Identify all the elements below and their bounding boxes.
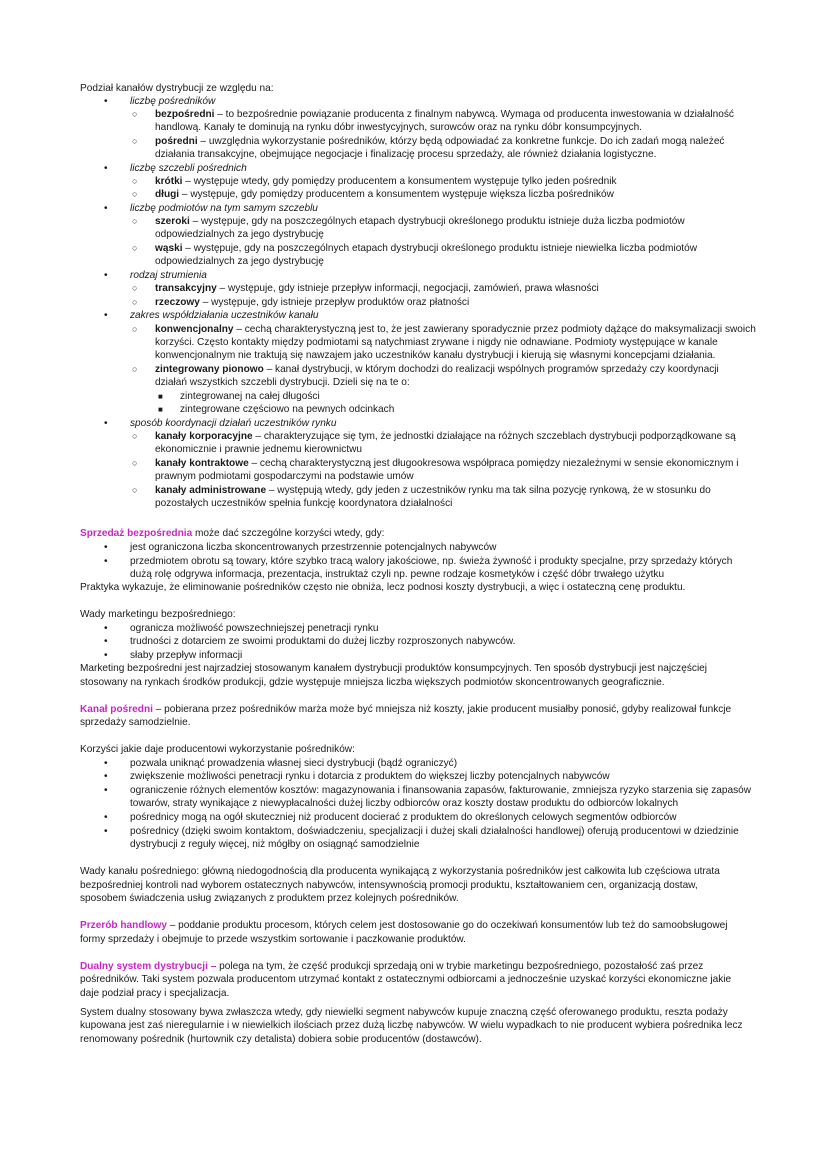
item-line: – cechą charakterystyczną jest to, że jest zawierany sporadycznie przez podmioty dążące do maksymalizacji swoich	[233, 324, 756, 335]
term: zintegrowany pionowo	[155, 364, 264, 375]
item-line: – uwzględnia wykorzystanie pośredników, którzy będą odpowiadać za konkretne funkcje. Do ich zadań mogą należeć	[197, 136, 725, 147]
item-line: – występuje, gdy na poszczególnych etapach dystrybucji określonego produktu istnieje duża liczba podmiotów	[189, 216, 685, 227]
page-heading: Podział kanałów dystrybucji ze względu na:	[80, 83, 274, 94]
item-line: – charakteryzujące się tym, że jednostki działające na różnych szczeblach dystrybucji podporządkowane są	[252, 431, 736, 442]
bullet-text: trudności z dotarciem ze swoimi produktami do dużej liczby rozproszonych nabywców.	[130, 636, 516, 647]
term: transakcyjny	[155, 283, 217, 294]
list-item	[155, 484, 711, 497]
term: kanały kontraktowe	[155, 458, 249, 469]
paragraph-line: sposobem świadczenia usług związanych z produktem przez kolejnych pośredników.	[80, 893, 459, 904]
item-line: korzyści. Często kontakty między podmiotami są natychmiast zrywane i nigdy nie odnawiane. Podmioty występujące w kanale	[155, 337, 718, 348]
square-bullet-icon: ■	[158, 392, 163, 401]
bullet-text: ograniczenie różnych elementów kosztów: magazynowania i finansowania zapasów, fakturowanie, zmniejsza ryzyko starzenia się zapasów	[130, 785, 752, 796]
item-line: – cechą charakterystyczną jest długookresowa współpraca pomiędzy niezależnymi w sensie ekonomicznym i	[248, 458, 739, 469]
paragraph-line: renomowany pośrednik (hurtownik czy detalista) dobiera sobie producentów (dostawców).	[80, 1034, 482, 1045]
list-item	[155, 296, 469, 309]
bullet-icon: •	[104, 785, 108, 796]
item-line: prawnym podmiotami gospodarczymi na podstawie umów	[155, 471, 414, 482]
item-line: odpowiedzialnych za jego dystrybucję	[155, 256, 324, 267]
list-item	[155, 430, 736, 443]
section-title: sposób koordynacji działań uczestników rynku	[130, 418, 337, 429]
list-item	[155, 363, 719, 376]
sub-item: zintegrowane częściowo na pewnych odcinkach	[180, 404, 395, 415]
term: pośredni	[155, 136, 198, 147]
item-line: – występują wtedy, gdy jeden z uczestników rynku ma tak silna pozycję rynkową, że w stosunku do	[266, 485, 711, 496]
item-line: handlową. Kanały te dominują na rynku dóbr inwestycyjnych, surowców oraz na rynku dóbr konsumpcyjnych.	[155, 122, 642, 133]
bullet-icon: •	[104, 556, 108, 567]
bullet-text: pośrednicy mogą na ogół skuteczniej niż producent docierać z produktem do określonych celowych segmentów odbiorców	[130, 812, 677, 823]
item-line: działań wszystkich szczebli dystrybucji. Dzieli się na te o:	[155, 377, 410, 388]
square-bullet-icon: ■	[158, 405, 163, 414]
indirect-intro	[80, 703, 731, 716]
paragraph-line: Marketing bezpośredni jest najrzadziej stosowanym kanałem dystrybucji produktów konsumpcyjnych. Ten sposób dystrybucji jest najczęściej	[80, 663, 708, 674]
paragraph-line: sprzedaży samodzielnie.	[80, 717, 191, 728]
list-item	[155, 108, 734, 121]
term: szeroki	[155, 216, 190, 227]
section-title: rodzaj strumienia	[130, 270, 207, 281]
paragraph-line: Wady kanału pośredniego: główną niedogodnością dla producenta wynikającą z wykorzystania pośredników jest całkowita lub częściowa utrata	[80, 866, 720, 877]
paragraph-line: kupowana jest zaś nieregularnie i w niewielkich ilościach przez dużą liczbę nabywców. W wielu wypadkach to nie producent wybiera pośrednika lecz	[80, 1020, 743, 1031]
bullet-text: przedmiotem obrotu są towary, które szybko tracą walory jakościowe, np. świeża żywność i produkty specjalne, przy sprzedaży których	[130, 556, 733, 567]
circle-bullet-icon: ○	[132, 136, 138, 146]
item-line: – występuje, gdy pomiędzy producentem a konsumentem występuje większa liczba pośredników	[179, 189, 614, 200]
bullet-text: słaby przepływ informacji	[130, 650, 243, 661]
bullet-text: dystrybucji z reguły więcej, niż mógłby on osiągnąć samodzielnie	[130, 839, 420, 850]
term: krótki	[155, 176, 183, 187]
item-line: – to bezpośrednie powiązanie producenta z finalnym nabywcą. Wymaga od producenta inwestowania w działalność	[214, 109, 734, 120]
item-line: odpowiedzialnych za jego dystrybucję	[155, 229, 324, 240]
highlight-term: Dualny system dystrybucji –	[80, 961, 217, 972]
paragraph-line: System dualny stosowany bywa zwłaszcza wtedy, gdy niewielki segment nabywców kupuje znaczną część oferowanego produktu, reszta podaży	[80, 1007, 728, 1018]
direct-sales-intro	[80, 527, 384, 540]
term: rzeczowy	[155, 297, 200, 308]
bullet-text: ogranicza możliwość powszechniejszej penetracji rynku	[130, 623, 379, 634]
paragraph-line: pośredników. Taki system pozwala producentom utrzymać kontakt z ostatecznymi odbiorcami a jednocześnie uzyskać korzyści ekonomiczne jakie	[80, 974, 732, 985]
list-item	[155, 457, 738, 470]
item-line: – występuje, gdy istnieje przepływ produktów oraz płatności	[199, 297, 470, 308]
bullet-icon: •	[104, 758, 108, 769]
circle-bullet-icon: ○	[132, 109, 138, 119]
term: kanały korporacyjne	[155, 431, 253, 442]
intro-text: – poddanie produktu procesom, których celem jest dostosowanie go do oczekiwań konsumentów lub też do samoobsługowej	[166, 920, 728, 931]
intro-text: – pobierana przez pośredników marża może być mniejsza niż koszty, jakie producent musiałby ponosić, gdyby realizował funkcje	[152, 704, 732, 715]
bullet-icon: •	[104, 203, 108, 214]
circle-bullet-icon: ○	[132, 243, 138, 253]
circle-bullet-icon: ○	[132, 216, 138, 226]
dual-intro	[80, 960, 703, 973]
circle-bullet-icon: ○	[132, 283, 138, 293]
term: kanały administrowane	[155, 485, 267, 496]
list-item	[155, 282, 599, 295]
term: długi	[155, 189, 180, 200]
list-item	[155, 188, 614, 201]
processing-intro	[80, 919, 727, 932]
bullet-icon: •	[104, 623, 108, 634]
paragraph-line: stosowany na rynkach środków produkcji, gdzie występuje mniejsza liczba większych podmiotów skoncentrowanych geograficznie.	[80, 677, 665, 688]
bullet-icon: •	[104, 826, 108, 837]
bullet-text: dużą rolę odgrywa informacja, prezentacja, instruktaż czyli np. pewne rodzaje kosmetyków i część dóbr trwałego użytku	[130, 569, 665, 580]
section-title: liczbę pośredników	[130, 96, 216, 107]
bullet-icon: •	[104, 650, 108, 661]
section-title: liczbę szczebli pośrednich	[130, 163, 247, 174]
highlight-term: Kanał pośredni	[80, 704, 153, 715]
bullet-icon: •	[104, 636, 108, 647]
circle-bullet-icon: ○	[132, 431, 138, 441]
item-line: – występuje, gdy na poszczególnych etapach dystrybucji określonego produktu istnieje niewielka liczba podmiotów	[182, 243, 698, 254]
bullet-icon: •	[104, 310, 108, 321]
intro-text: może dać szczególne korzyści wtedy, gdy:	[192, 528, 385, 539]
bullet-text: pośrednicy (dzięki swoim kontaktom, doświadczeniu, specjalizacji i dużej skali działalności handlowej) oferują producentowi w dziedzinie	[130, 826, 739, 837]
bullet-icon: •	[104, 771, 108, 782]
list-item	[155, 215, 685, 228]
list-item	[155, 323, 756, 336]
item-line: ekonomicznie i prawnie jednemu kierownictwu	[155, 444, 363, 455]
item-line: – kanał dystrybucji, w którym dochodzi do realizacji wspólnych programów sprzedaży czy koordynacji	[263, 364, 719, 375]
term: bezpośredni	[155, 109, 215, 120]
bullet-icon: •	[104, 270, 108, 281]
list-item	[155, 242, 697, 255]
paragraph-line: Praktyka wykazuje, że eliminowanie pośredników często nie obniża, lecz podnosi koszty dystrybucji, a więc i ostateczną cenę produktu.	[80, 582, 686, 593]
paragraph-line: daje podział pracy i specjalizacja.	[80, 988, 230, 999]
bullet-text: pozwala uniknąć prowadzenia własnej sieci dystrybucji (bądź ograniczyć)	[130, 758, 458, 769]
bullet-text: zwiększenie możliwości penetracji rynku i dotarcia z produktem do większej liczby potencjalnych nabywców	[130, 771, 610, 782]
list-item	[155, 135, 724, 148]
sub-item: zintegrowanej na całej długości	[180, 391, 320, 402]
paragraph-line: formy sprzedaży i obejmuje to przede wszystkim sortowanie i paczkowanie produktów.	[80, 934, 466, 945]
circle-bullet-icon: ○	[132, 297, 138, 307]
paragraph-line: bezpośredniej kontroli nad wyborem ostatecznych nabywców, intensywnością promocji produktu, kształtowaniem cen, organizacją dostaw,	[80, 880, 698, 891]
circle-bullet-icon: ○	[132, 458, 138, 468]
term: wąski	[155, 243, 183, 254]
circle-bullet-icon: ○	[132, 364, 138, 374]
bullet-icon: •	[104, 163, 108, 174]
circle-bullet-icon: ○	[132, 485, 138, 495]
bullet-icon: •	[104, 418, 108, 429]
item-line: – występuje, gdy istnieje przepływ informacji, negocjacji, zamówień, prawa własności	[216, 283, 599, 294]
paragraph-heading: Korzyści jakie daje producentowi wykorzystanie pośredników:	[80, 744, 355, 755]
bullet-icon: •	[104, 542, 108, 553]
intro-text: polega na tym, że część produkcji sprzedają oni w trybie marketingu bezpośredniego, pozostałość zaś przez	[216, 961, 704, 972]
item-line: konwencjonalnym nie traktują się nawzajem jako uczestników kanału dystrybucji i kierują się własnymi koncepcjami działania.	[155, 350, 716, 361]
circle-bullet-icon: ○	[132, 176, 138, 186]
term: konwencjonalny	[155, 324, 234, 335]
circle-bullet-icon: ○	[132, 324, 138, 334]
bullet-icon: •	[104, 96, 108, 107]
bullet-text: towarów, straty wynikające z niewypłacalności dużej liczby odbiorców oraz koszty dostaw produktu do odbiorców lokalnych	[130, 798, 679, 809]
circle-bullet-icon: ○	[132, 189, 138, 199]
item-line: pozostałych uczestników spełnia funkcję koordynatora działalności	[155, 498, 453, 509]
bullet-text: jest ograniczona liczba skoncentrowanych przestrzennie potencjalnych nabywców	[130, 542, 497, 553]
item-line: działania transakcyjne, obejmujące negocjacje i finalizację procesu sprzedaży, ale również działania logistyczne.	[155, 149, 657, 160]
list-item	[155, 175, 617, 188]
highlight-term: Sprzedaż bezpośrednia	[80, 528, 193, 539]
section-title: zakres współdziałania uczestników kanału	[130, 310, 319, 321]
highlight-term: Przerób handlowy	[80, 920, 167, 931]
paragraph-heading: Wady marketingu bezpośredniego:	[80, 609, 236, 620]
bullet-icon: •	[104, 812, 108, 823]
item-line: – występuje wtedy, gdy pomiędzy producentem a konsumentem występuje tylko jeden pośrednik	[182, 176, 617, 187]
section-title: liczbę podmiotów na tym samym szczeblu	[130, 203, 318, 214]
